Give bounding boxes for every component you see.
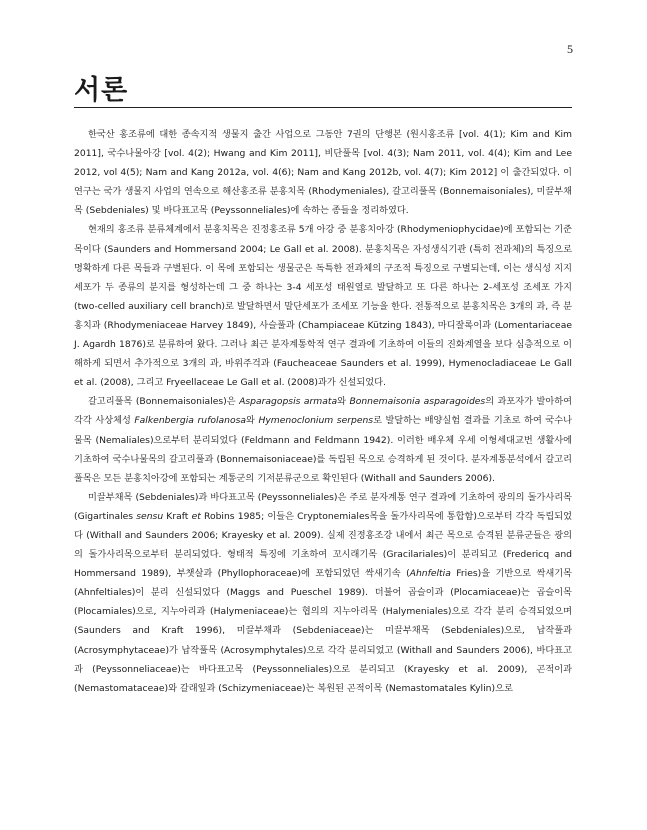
italic-term: Bonnemaisonia asparagoides	[349, 396, 486, 408]
text-run: 로 발달하는 배양실험 결과를 기초로 하여 국수나물목 (Nemaliales)으로부터 분리되었다 (Feldmann and Feldmann 1942). 이러한 배우체 우세 이형세대교번 생활사에 기초하여 국수나물목의 갈고리풀과 (Bonnemaisoniaceae)를 독립된 목으로 승격하게 된 것이다. 분자계통분석에서 갈고리풀목은 모든 분홍치아강에 포함되는 계통군의 기저분류군으로 확인된다 (Withall and Saunders 2006).	[74, 415, 573, 484]
text-run: Robins 1985; 이들은 Cryptonemiales목을 돌가사리목에 통합함)으로부터 각각 독립되었다 (Withall and Saunders 2006; Krayesky et al. 2009). 실제 진정홍조강 내에서 최근 목으로 승격된 분류군들은 광의의 돌가사리목으로부터 분리되었다. 형태적 특징에 기초하여 꼬시래기목 (Gracilariales)이 분리되고 (Fredericq and Hommersand 1989), 부챗살과 (Phyllophoraceae)에 포함되었던 싹새기속 (	[74, 510, 573, 580]
text-run: 한국산 홍조류에 대한 종속지적 생물지 출간 사업으로 그동안 7권의 단행본 (원시홍조류 [vol. 4(1); Kim and Kim 2011], 국수나물아강 [vol. 4(2); Hwang and Kim 2011], 비단풀목 [vol. 4(3); Nam 2011, vol. 4(4); Kim and Lee 2012, vol 4(5); Nam and Kang 2012a, vol. 4(6); Nam and Kang 2012b, vol. 4(7); Kim 2012] 이 출간되었다. 이 연구는 국가 생물지 사업의 연속으로 해산홍조류 분홍치목 (Rhodymeniales), 갈고리풀목 (Bonnemaisoniales), 미끌부채목 (Sebdeniales) 및 바다표고목 (Peyssonneliales)에 속하는 종들을 정리하였다.	[74, 129, 572, 217]
italic-term: et	[191, 510, 201, 522]
text-run: 와	[246, 415, 259, 427]
page-number: 5	[567, 42, 573, 56]
italic-term: sensu	[136, 510, 164, 522]
text-run: 의 과포자가 발아하여 각각 사상체성	[74, 396, 572, 427]
italic-term: Ahnfeltia	[409, 568, 451, 580]
heading-rule	[74, 107, 572, 108]
text-run: Kraft	[163, 510, 192, 522]
italic-term: Hymenoclonium serpens	[258, 415, 374, 427]
text-run: 갈고리풀목 (Bonnemaisoniales)은	[88, 396, 240, 408]
paragraph	[74, 392, 572, 487]
text-run: Fries)을 기반으로 싹새기목 (Ahnfeltiales)이 분리 신설되었다 (Maggs and Pueschel 1989). 더불어 곱슬이과 (Plocamiaceae)는 곱슬이목 (Plocamiales)으로, 지누아리과 (Halymeniaceae)는 협의의 지누아리목 (Halymeniales)으로 각각 분리 승격되었으며 (Saunders and Kraft 1996), 미끌부채과 (Sebdeniaceae)는 미끌부채목 (Sebdeniales)으로, 납작풀과 (Acrosymphytaceae)가 납작풀목 (Acrosymphytales)으로 각각 분리되었고 (Withall and Saunders 2006), 바다표고과 (Peyssonneliaceae)는 바다표고목 (Peyssonneliales)으로 분리되고 (Krayesky et al. 2009), 곤적이과 (Nemastomataceae)와 갈래잎과 (Schizymeniaceae)는 복원된 곤적이목 (Nemastomatales Kylin)으로	[74, 568, 572, 694]
text-run: 미끌부채목 (Sebdeniales)과 바다표고목 (Peyssonneliales)은 주로 분자계통 연구 결과에 기초하여 광의의 돌가사리목 (Gigartinales	[74, 491, 572, 522]
text-run: 와	[337, 396, 350, 408]
body-text	[74, 125, 572, 698]
section-heading: 서론	[74, 75, 129, 106]
paragraph	[74, 125, 572, 220]
paragraph	[74, 488, 572, 698]
italic-term: Falkenbergia rufolanosa	[134, 415, 246, 427]
text-run: 현재의 홍조류 분류체계에서 분홍치목은 진정홍조류 5개 아강 중 분홍치아강 (Rhodymeniophycidae)에 포함되는 기준 목이다 (Saunders and Hommersand 2004; Le Gall et al. 2008). 분홍치목은 자성생식기관 (특히 전과체)의 특징으로 명확하게 다른 목들과 구별된다. 이 목에 포함되는 생물군은 독특한 전과체의 구조적 특징으로 구별되는데, 이는 생식성 지지세포가 두 종류의 분지를 형성하는데 그 중 하나는 3-4 세포성 태원열로 발달하고 또 다른 하나는 2-세포성 조세포 가지 (two-celled auxiliary cell branch)로 발달하면서 말단세포가 조세포 기능을 한다. 전통적으로 분홍치목은 3개의 과, 즉 분홍치과 (Rhodymeniaceae Harvey 1849), 사슬풀과 (Champiaceae Kützing 1843), 마디잘록이과 (Lomentariaceae J. Agardh 1876)로 분류하여 왔다. 그러나 최근 분자계통학적 연구 결과에 기초하여 이들의 진화계열을 보다 심층적으로 이해하게 되면서 추가적으로 3개의 과, 바위주걱과 (Faucheaceae Saunders et al. 1999), Hymenocladiaceae Le Gall et al. (2008), 그리고 Fryeellaceae Le Gall et al. (2008)과가 신설되었다.	[74, 224, 572, 389]
paragraph	[74, 220, 572, 392]
italic-term: Asparagopsis armata	[239, 396, 338, 408]
